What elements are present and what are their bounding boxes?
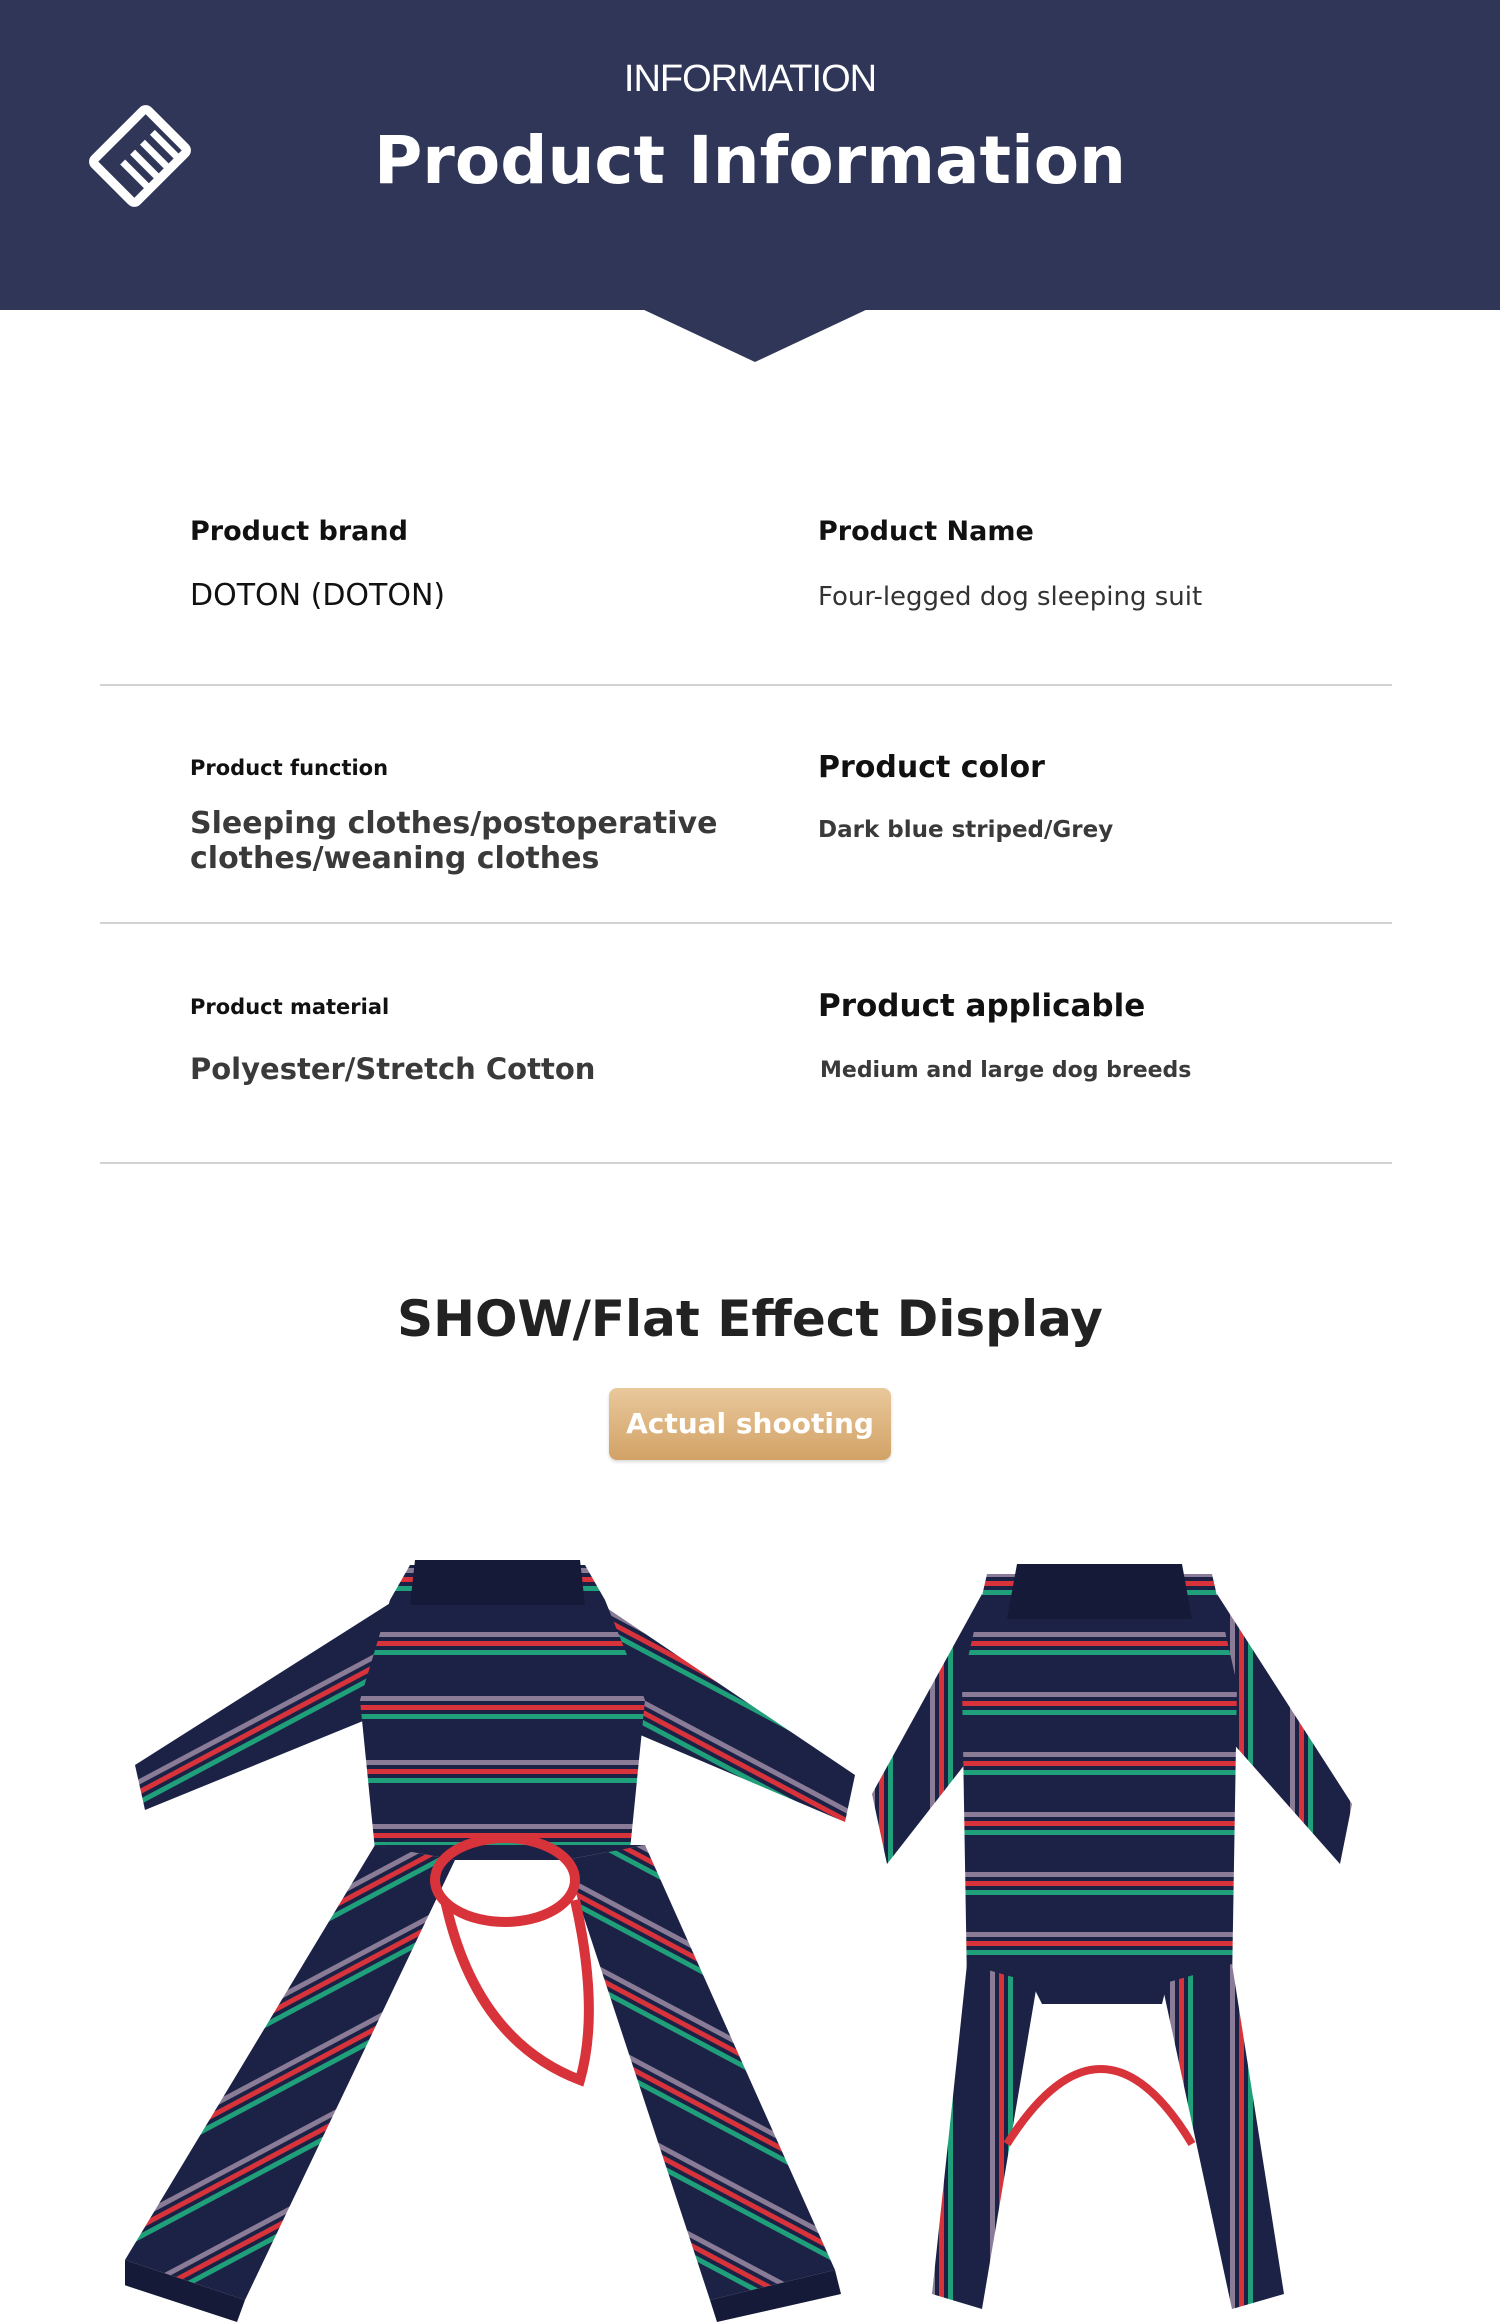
label-product-function: Product function (190, 756, 389, 780)
label-product-brand: Product brand (190, 516, 408, 547)
value-product-material: Polyester/Stretch Cotton (190, 1052, 596, 1086)
value-product-color: Dark blue striped/Grey (818, 817, 1114, 843)
value-product-name: Four-legged dog sleeping suit (818, 582, 1203, 612)
value-product-brand: DOTON (DOTON) (190, 578, 446, 613)
label-product-applicable: Product applicable (818, 988, 1146, 1024)
value-product-applicable: Medium and large dog breeds (820, 1058, 1192, 1083)
divider-2 (100, 922, 1392, 924)
header-title: Product Information (373, 122, 1127, 199)
divider-3 (100, 1162, 1392, 1164)
show-section-title: SHOW/Flat Effect Display (397, 1290, 1103, 1348)
value-product-function-line1: Sleeping clothes/postoperative (190, 806, 718, 841)
label-product-color: Product color (818, 750, 1045, 785)
actual-shooting-badge: Actual shooting (609, 1388, 891, 1460)
header-banner-notch (640, 308, 870, 362)
striped-dog-suit-back-view (125, 1560, 865, 2322)
label-product-name: Product Name (818, 516, 1034, 547)
striped-dog-suit-front-view (862, 1564, 1362, 2322)
header-subtitle: INFORMATION (623, 58, 877, 100)
label-product-material: Product material (190, 995, 390, 1019)
divider-1 (100, 684, 1392, 686)
value-product-function-line2: clothes/weaning clothes (190, 841, 600, 876)
